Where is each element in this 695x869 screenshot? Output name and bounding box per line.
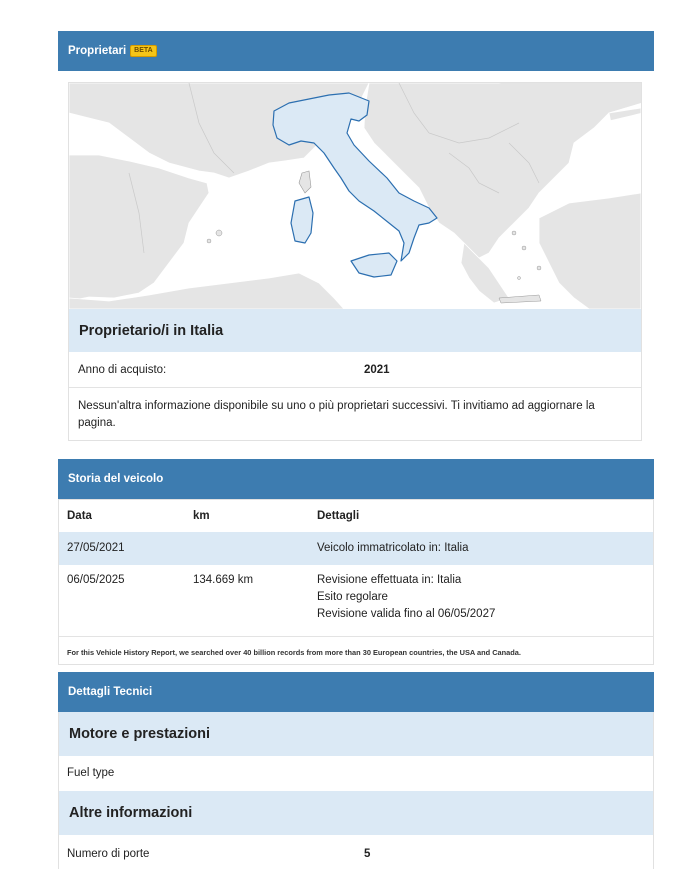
owners-divider [69,387,641,388]
history-footnote-divider [59,636,653,637]
history-row-1-date: 27/05/2021 [67,542,125,554]
owners-note: Nessun'altra informazione disponibile su uno o più proprietari successivi. Ti invitiamo ad aggiornare la pagina. [78,400,595,429]
history-panel-header [58,459,654,499]
doors-value: 5 [364,848,371,860]
history-row-2-detail-1: Revisione effettuata in: Italia [317,574,462,586]
fuel-type-label: Fuel type [67,767,115,779]
history-col-details: Dettagli [317,510,360,522]
technical-header-title: Dettagli Tecnici [68,686,153,698]
purchase-year-value: 2021 [364,364,390,376]
history-header-title: Storia del veicolo [68,473,164,485]
europe-map [69,83,641,309]
history-footnote: For this Vehicle History Report, we searched over 40 billion records from more than 30 European countries, the USA and Canada. [67,648,521,657]
history-row-1-detail: Veicolo immatricolato in: Italia [317,542,469,554]
history-row-2-date: 06/05/2025 [67,574,125,586]
purchase-year-row [69,353,641,387]
owners-header-title: Proprietari [68,45,127,57]
beta-badge: BETA [130,45,157,57]
technical-panel-header [58,672,654,712]
doors-label: Numero di porte [67,848,150,860]
history-row-2-detail-3: Revisione valida fino al 06/05/2027 [317,608,496,620]
engine-section-title: Motore e prestazioni [59,712,653,756]
history-row-2-km: 134.669 km [193,574,254,586]
history-col-date: Data [67,510,92,522]
owners-panel-header [58,31,654,71]
owners-section-title: Proprietario/i in Italia [69,309,641,352]
map-svg [69,83,641,309]
other-section-title: Altre informazioni [59,791,653,835]
history-row-2-detail-2: Esito regolare [317,591,388,603]
history-col-km: km [193,510,210,522]
purchase-year-label: Anno di acquisto: [78,364,167,376]
